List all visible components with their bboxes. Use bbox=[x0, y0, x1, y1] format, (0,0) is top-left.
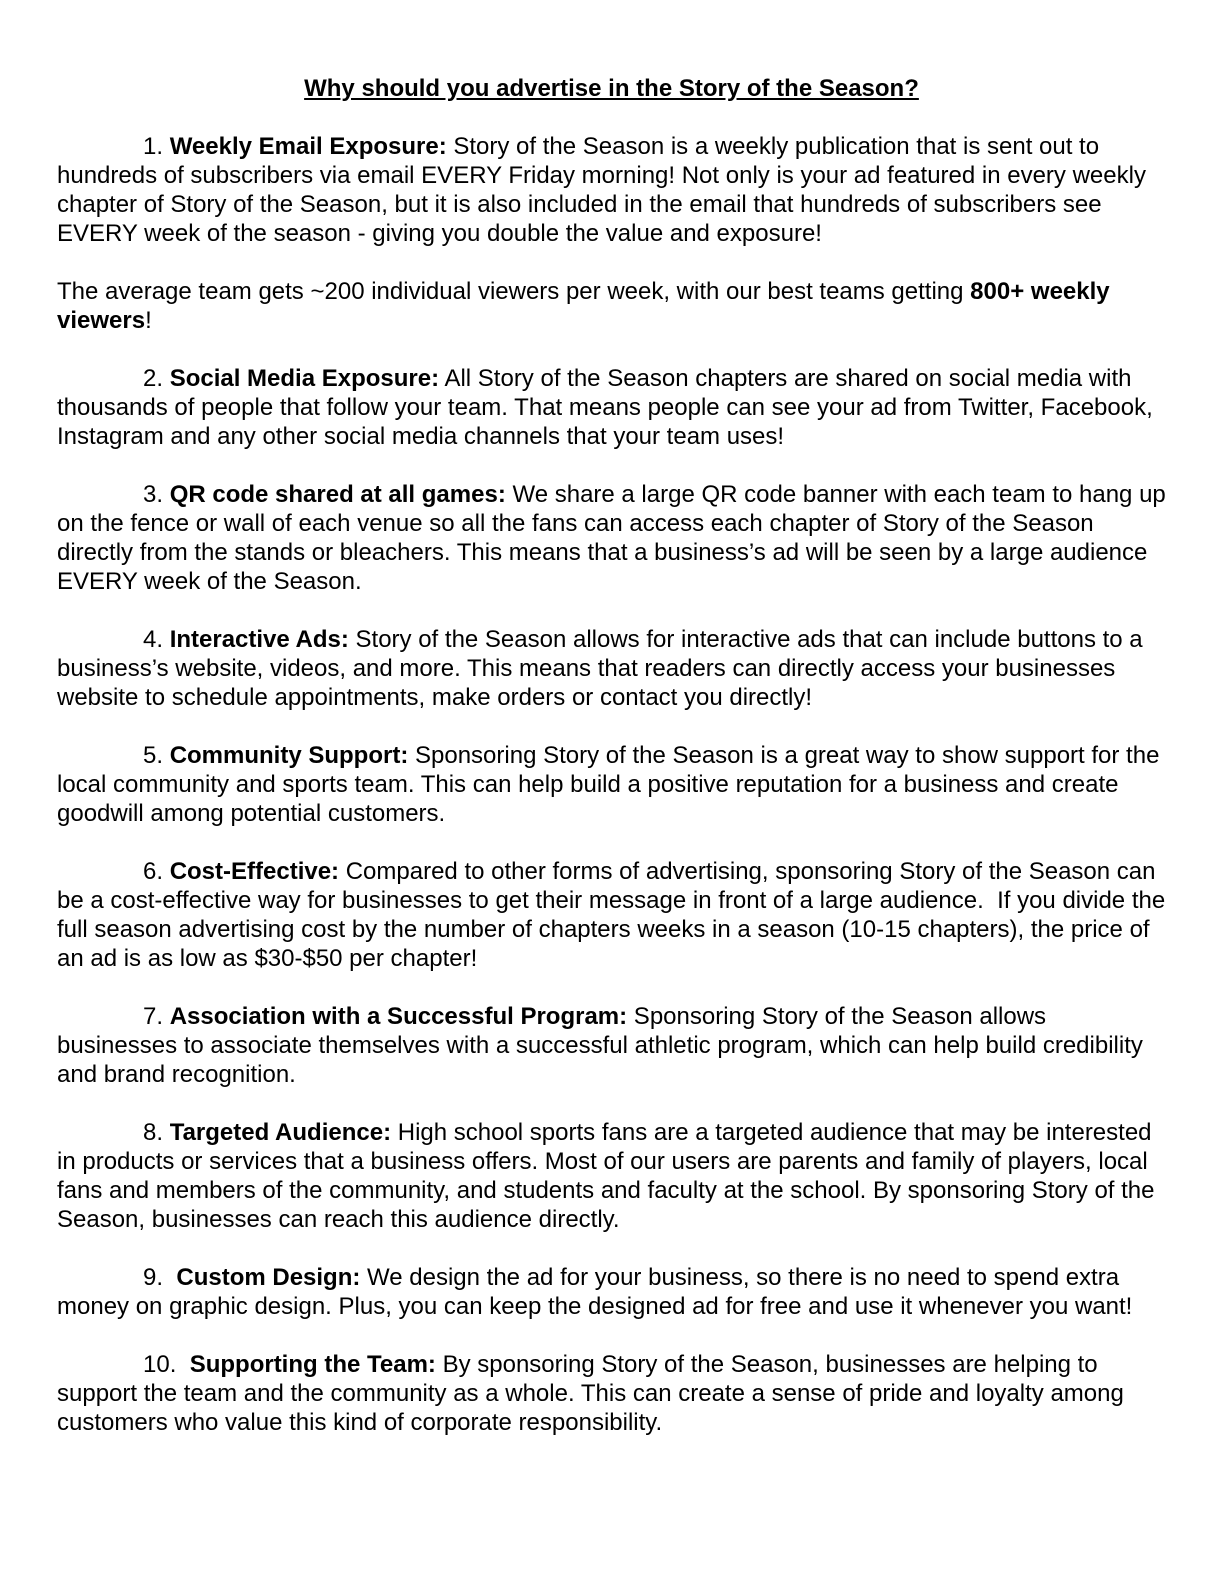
paragraph bbox=[57, 857, 1172, 973]
paragraph bbox=[57, 364, 1166, 451]
text-run: All Story of the Season chapters are shared on social media with thousands of people that follow your team. That means people can see your ad from Twitter, Facebook, Instagram and any other social media channels that your team uses! bbox=[57, 365, 1160, 450]
paragraph bbox=[57, 132, 1166, 248]
text-run: 9. bbox=[143, 1264, 177, 1291]
paragraph bbox=[57, 1002, 1166, 1089]
text-run: 4. bbox=[143, 626, 170, 653]
paragraph bbox=[57, 1263, 1166, 1321]
text-run: The average team gets ~200 individual viewers per week, with our best teams getting bbox=[57, 278, 971, 305]
bold-text-run: Social Media Exposure: bbox=[169, 365, 440, 392]
text-run: 6. bbox=[143, 858, 170, 885]
paragraph bbox=[57, 1350, 1166, 1437]
text-run: 1. bbox=[143, 133, 170, 160]
bold-text-run: Cost-Effective: bbox=[169, 858, 340, 885]
text-run: Compared to other forms of advertising, sponsoring Story of the Season can be a cost-effective way for businesses to get their message in front of a large audience. If you divide the full season advertising cost by the number of chapters weeks in a season (10-15 chapters), the price of an ad is as low as $30-$50 per chapter! bbox=[57, 858, 1172, 972]
bold-text-run: Interactive Ads: bbox=[169, 626, 349, 653]
text-run: High school sports fans are a targeted audience that may be interested in products or services that a business offers. Most of our users are parents and family of players, local fans and members of the community, and students and faculty at the school. By sponsoring Story of the Season, businesses can reach this audience directly. bbox=[57, 1119, 1162, 1233]
text-run: Sponsoring Story of the Season is a great way to show support for the local community and sports team. This can help build a positive reputation for a business and create goodwill among potential customers. bbox=[57, 742, 1167, 827]
document-body bbox=[57, 132, 1173, 1437]
text-run: 5. bbox=[143, 742, 170, 769]
text-run: 2. bbox=[143, 365, 170, 392]
text-run: ! bbox=[145, 307, 152, 334]
bold-text-run: 800+ weekly viewers bbox=[57, 278, 1117, 334]
paragraph bbox=[57, 741, 1166, 828]
text-run: Sponsoring Story of the Season allows businesses to associate themselves with a successful athletic program, which can help build credibility and brand recognition. bbox=[57, 1003, 1150, 1088]
bold-text-run: Community Support: bbox=[169, 742, 409, 769]
text-run: 7. bbox=[143, 1003, 170, 1030]
text-run: 8. bbox=[143, 1119, 170, 1146]
text-run: By sponsoring Story of the Season, businesses are helping to support the team and the community as a whole. This can create a sense of pride and loyalty among customers who value this kind of corporate responsibility. bbox=[57, 1351, 1131, 1436]
bold-text-run: Custom Design: bbox=[176, 1264, 361, 1291]
paragraph bbox=[57, 480, 1173, 596]
bold-text-run: Association with a Successful Program: bbox=[169, 1003, 628, 1030]
bold-text-run: Targeted Audience: bbox=[169, 1119, 392, 1146]
text-run: 3. bbox=[143, 481, 170, 508]
text-run: Story of the Season allows for interactive ads that can include buttons to a business’s website, videos, and more. This means that readers can directly access your businesses website to schedule appointments, make orders or contact you directly! bbox=[57, 626, 1150, 711]
document-title: Why should you advertise in the Story of the Season? bbox=[304, 75, 919, 102]
bold-text-run: QR code shared at all games: bbox=[169, 481, 506, 508]
paragraph bbox=[57, 277, 1166, 335]
paragraph bbox=[57, 625, 1166, 712]
paragraph bbox=[57, 1118, 1166, 1234]
bold-text-run: Weekly Email Exposure: bbox=[169, 133, 447, 160]
bold-text-run: Supporting the Team: bbox=[189, 1351, 436, 1378]
text-run: We share a large QR code banner with each team to hang up on the fence or wall of each venue so all the fans can access each chapter of Story of the Season directly from the stands or bleachers. This means that a business’s ad will be seen by a large audience EVERY week of the Season. bbox=[57, 481, 1173, 595]
text-run: Story of the Season is a weekly publication that is sent out to hundreds of subscribers via email EVERY Friday morning! Not only is your ad featured in every weekly chapter of Story of the Season, but it is also included in the email that hundreds of subscribers see EVERY week of the season - giving you double the value and exposure! bbox=[57, 133, 1153, 247]
text-run: 10. bbox=[143, 1351, 190, 1378]
text-run: We design the ad for your business, so there is no need to spend extra money on graphic design. Plus, you can keep the designed ad for free and use it whenever you want! bbox=[57, 1264, 1133, 1320]
